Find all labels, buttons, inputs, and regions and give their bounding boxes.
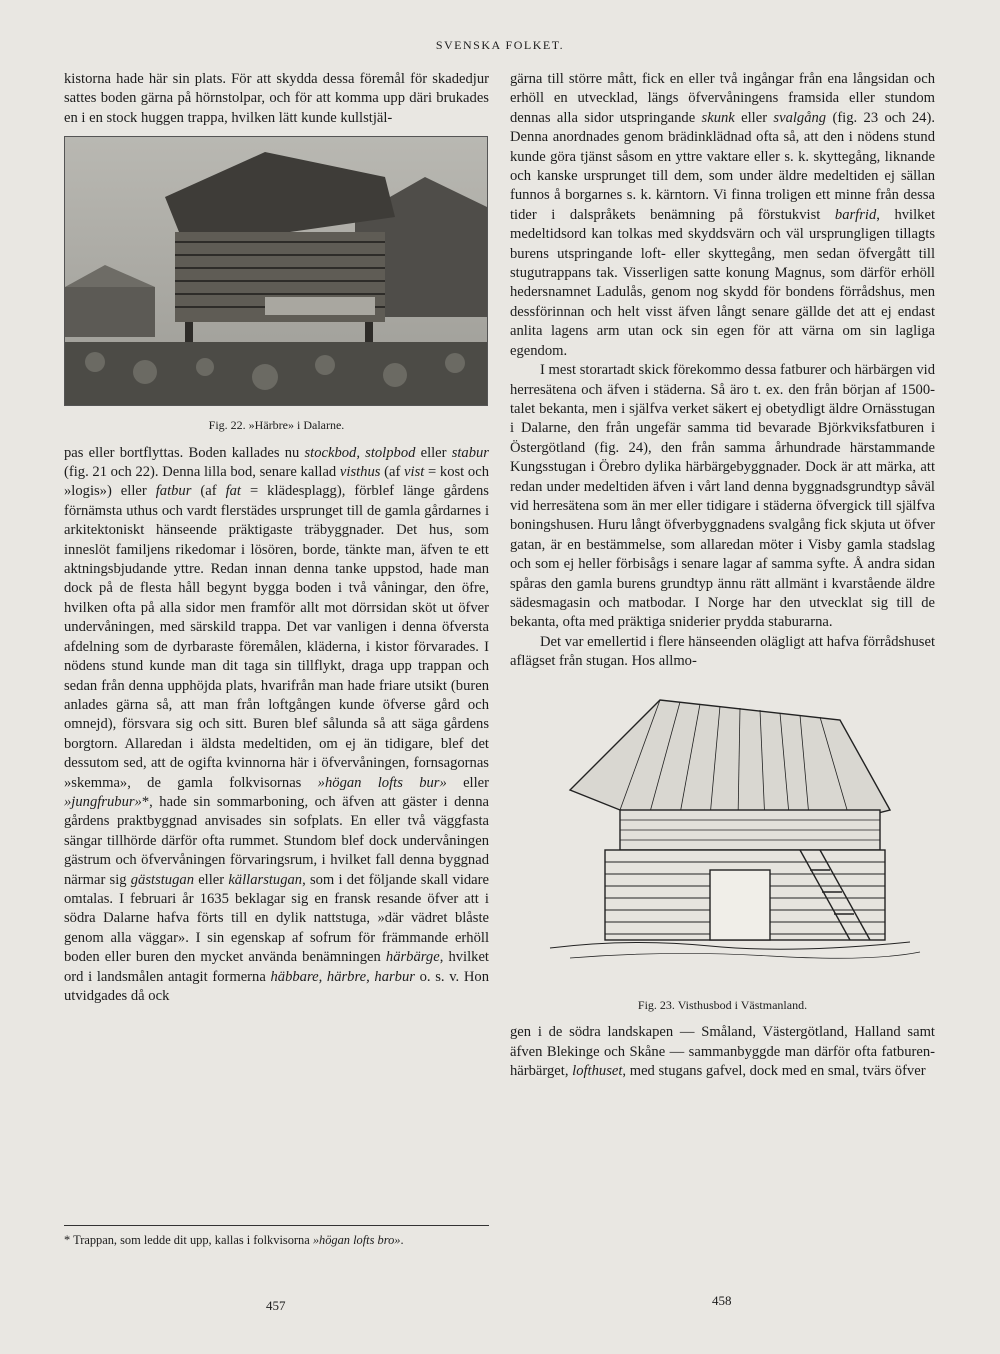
right-column [510,70,935,1082]
visthusbod-drawing-icon [510,680,935,980]
figure-23 [510,680,935,1016]
page-number-left: 457 [266,1298,286,1313]
running-head: SVENSKA FOLKET. [435,38,565,52]
harbre-photo-icon [65,137,487,405]
right-paragraph-3: Det var emellertid i flere hänseenden olägligt att hafva förrådshuset aflägset från stugan. Hos allmo- [510,633,935,670]
footnote-rule [64,1225,489,1226]
left-paragraph-2: pas eller bortflyttas. Boden kallades nu stockbod, stolpbod eller stabur (fig. 21 och 22). Denna lilla bod, senare kallad visthus (af vist = kost och »logis») eller fatbur (af fat = klädesplagg), förblef länge gårdens förnämsta uthus och vardt flerstädes ursprunget till de gamla gårdarnes i arkitektoniskt hänseende präktigaste träbyggnader. Det hus, som inneslöt familjens rikedomar i lösören, borde, tänkte man, äfven te ett aktningsbjudande yttre. Redan innan denna tanke uppstod, hade man dock på de flesta håll begynt bygga boden i två våningar, den öfre, hvilken ofta på alla sidor men framför allt mot dörrsidan sköt ut öfver undervåningen, med särskild trappa. Det var vanligen i denna öfversta afdelning som de dyrbaraste föremålen, kläderna, i kistor förvarades. I nödens stund kunde man dit taga sin tillflykt, draga upp trappan och sedan från denna upphöjda plats, hvarifrån man hade friare utsikt (buren anlades gärna så, att man från loftgången kunde öfverse gård och omnejd), försvara sig och sitt. Buren blef sålunda så att säga gårdens borgtorn. Allaredan i äldsta medeltiden, om ej än tidigare, blef det dessutom sed, att de ogifta kvinnorna här i öfvervåningen, fornsagornas »skemma», de gamla folkvisornas »högan lofts bur» eller »jungfrubur»*, hade sin sommarboning, och äfven att gäster i denna gårdens praktbyggnad anvisades sin sofplats. En eller två väggfasta sängar tillhörde därför ofta rummet. Stundom blef dock undervåningen gästrum och öfvervåningen förvaringsrum, i hvilket fall denna byggnad närmar sig gäststugan eller källarstugan, som i det följande skall vidare omtalas. I februari år 1635 beklagar sig en fransk resande öfver att i södra Dalarne hafva förts till en dylik nattstuga, »där vädret blåste genom alla väggar». I sin egenskap af sofrum för främmande erhöll boden eller buren den mycket använda benämningen härbärge, hvilket ord i landsmålen antagit formerna häbbare, härbre, harbur o. s. v. Hon utvidgades då ock [64,444,489,1004]
right-paragraph-4: gen i de södra landskapen — Småland, Västergötland, Halland samt äfven Blekinge och Skåne — sammanbyggde man därför ofta fatburen-härbärget, lofthuset, med stugans gafvel, dock med en smal, tvärs öfver [510,1024,935,1080]
figure-22 [64,136,489,435]
page-number-right: 458 [712,1293,732,1308]
left-paragraph-1: kistorna hade här sin plats. För att skydda dessa föremål för skadedjur sattes boden gärna på hörnstolpar, och för att komma upp däri brukades en i en stock huggen trappa, hvilken lätt kunde kullstjäl- [64,71,489,126]
fig22-caption: Fig. 22. »Härbre» i Dalarne. [208,418,345,433]
footnote: * Trappan, som ledde dit upp, kallas i folkvisorna »högan lofts bro». [64,1225,489,1248]
right-paragraph-1: gärna till större mått, fick en eller två ingångar från ena långsidan och erhöll en utvecklad, längs öfvervåningens framsida eller stundom dennas alla sidor utspringande skunk eller svalgång (fig. 23 och 24). Denna anordnades genom brädinklädnad ofta så, att den i nödens stund kunde göra tjänst såsom en yttre vaktare eller s. k. skyttegång, liknande och kanske ursprunget till dem, som under äldre medeltiden ej sällan funnos å borgarnes s. k. kärntorn. Vi finna troligen ett minne från dessa tider i dalspråkets benämning på förstukvist barfrid, hvilket medeltidsord kan tolkas med skyddsvärn och väl ursprungligen tillagts burens utspringande loft- eller skyttegång, men sedan öfvergått till stugutrappans tak. Visserligen satte konung Magnus, som därför erhöll hedersnamnet Ladulås, genom nog skydd för bondens förrådshus, men dessförinnan och helt visst äfven långt senare gällde det att ej endast anlita lagens arm utan ock sin egen för att värna om sin lagliga egendom. [510,71,935,359]
left-column [64,70,489,1006]
fig22-photo [64,136,488,406]
fig23-caption: Fig. 23. Visthusbod i Västmanland. [637,998,808,1012]
right-paragraph-2: I mest storartadt skick förekommo dessa fatburer och härbärgen vid herresätena och äfven i städerna. Så äro t. ex. den från början af 1500-talet bekanta, men i själfva verket säkert ej obetydligt äldre Ornässtugan i Dalarne, den från ungefär samma tid bevarade Björkviksfatburen i Östergötland (fig. 24), den från samma århundrade härstammande Kungsstugan i Örebro dylika härbärgebyggnader. Dock är att märka, att redan under medeltiden äfven i vårt land denna byggnadsgrundtyp såväl vid herresätena som än mer eller tidigare i städerna öfvergick till själfva boningshusen. Huru långt öfverbyggnadens svalgång fick skjuta ut öfver gatan, är en bestämmelse, som allaredan möter i Visby gamla stadslag och som ej heller förbisågs i senare lagar af samma syfte. Å andra sidan spåras den gamla burens grundtyp ännu rätt allmänt i kvarstående äldre sädesmagasin och matbodar. I Norge har den utvecklat sig till de bekanta, ofta med präktiga sniderier prydda staburarna. [510,362,935,631]
